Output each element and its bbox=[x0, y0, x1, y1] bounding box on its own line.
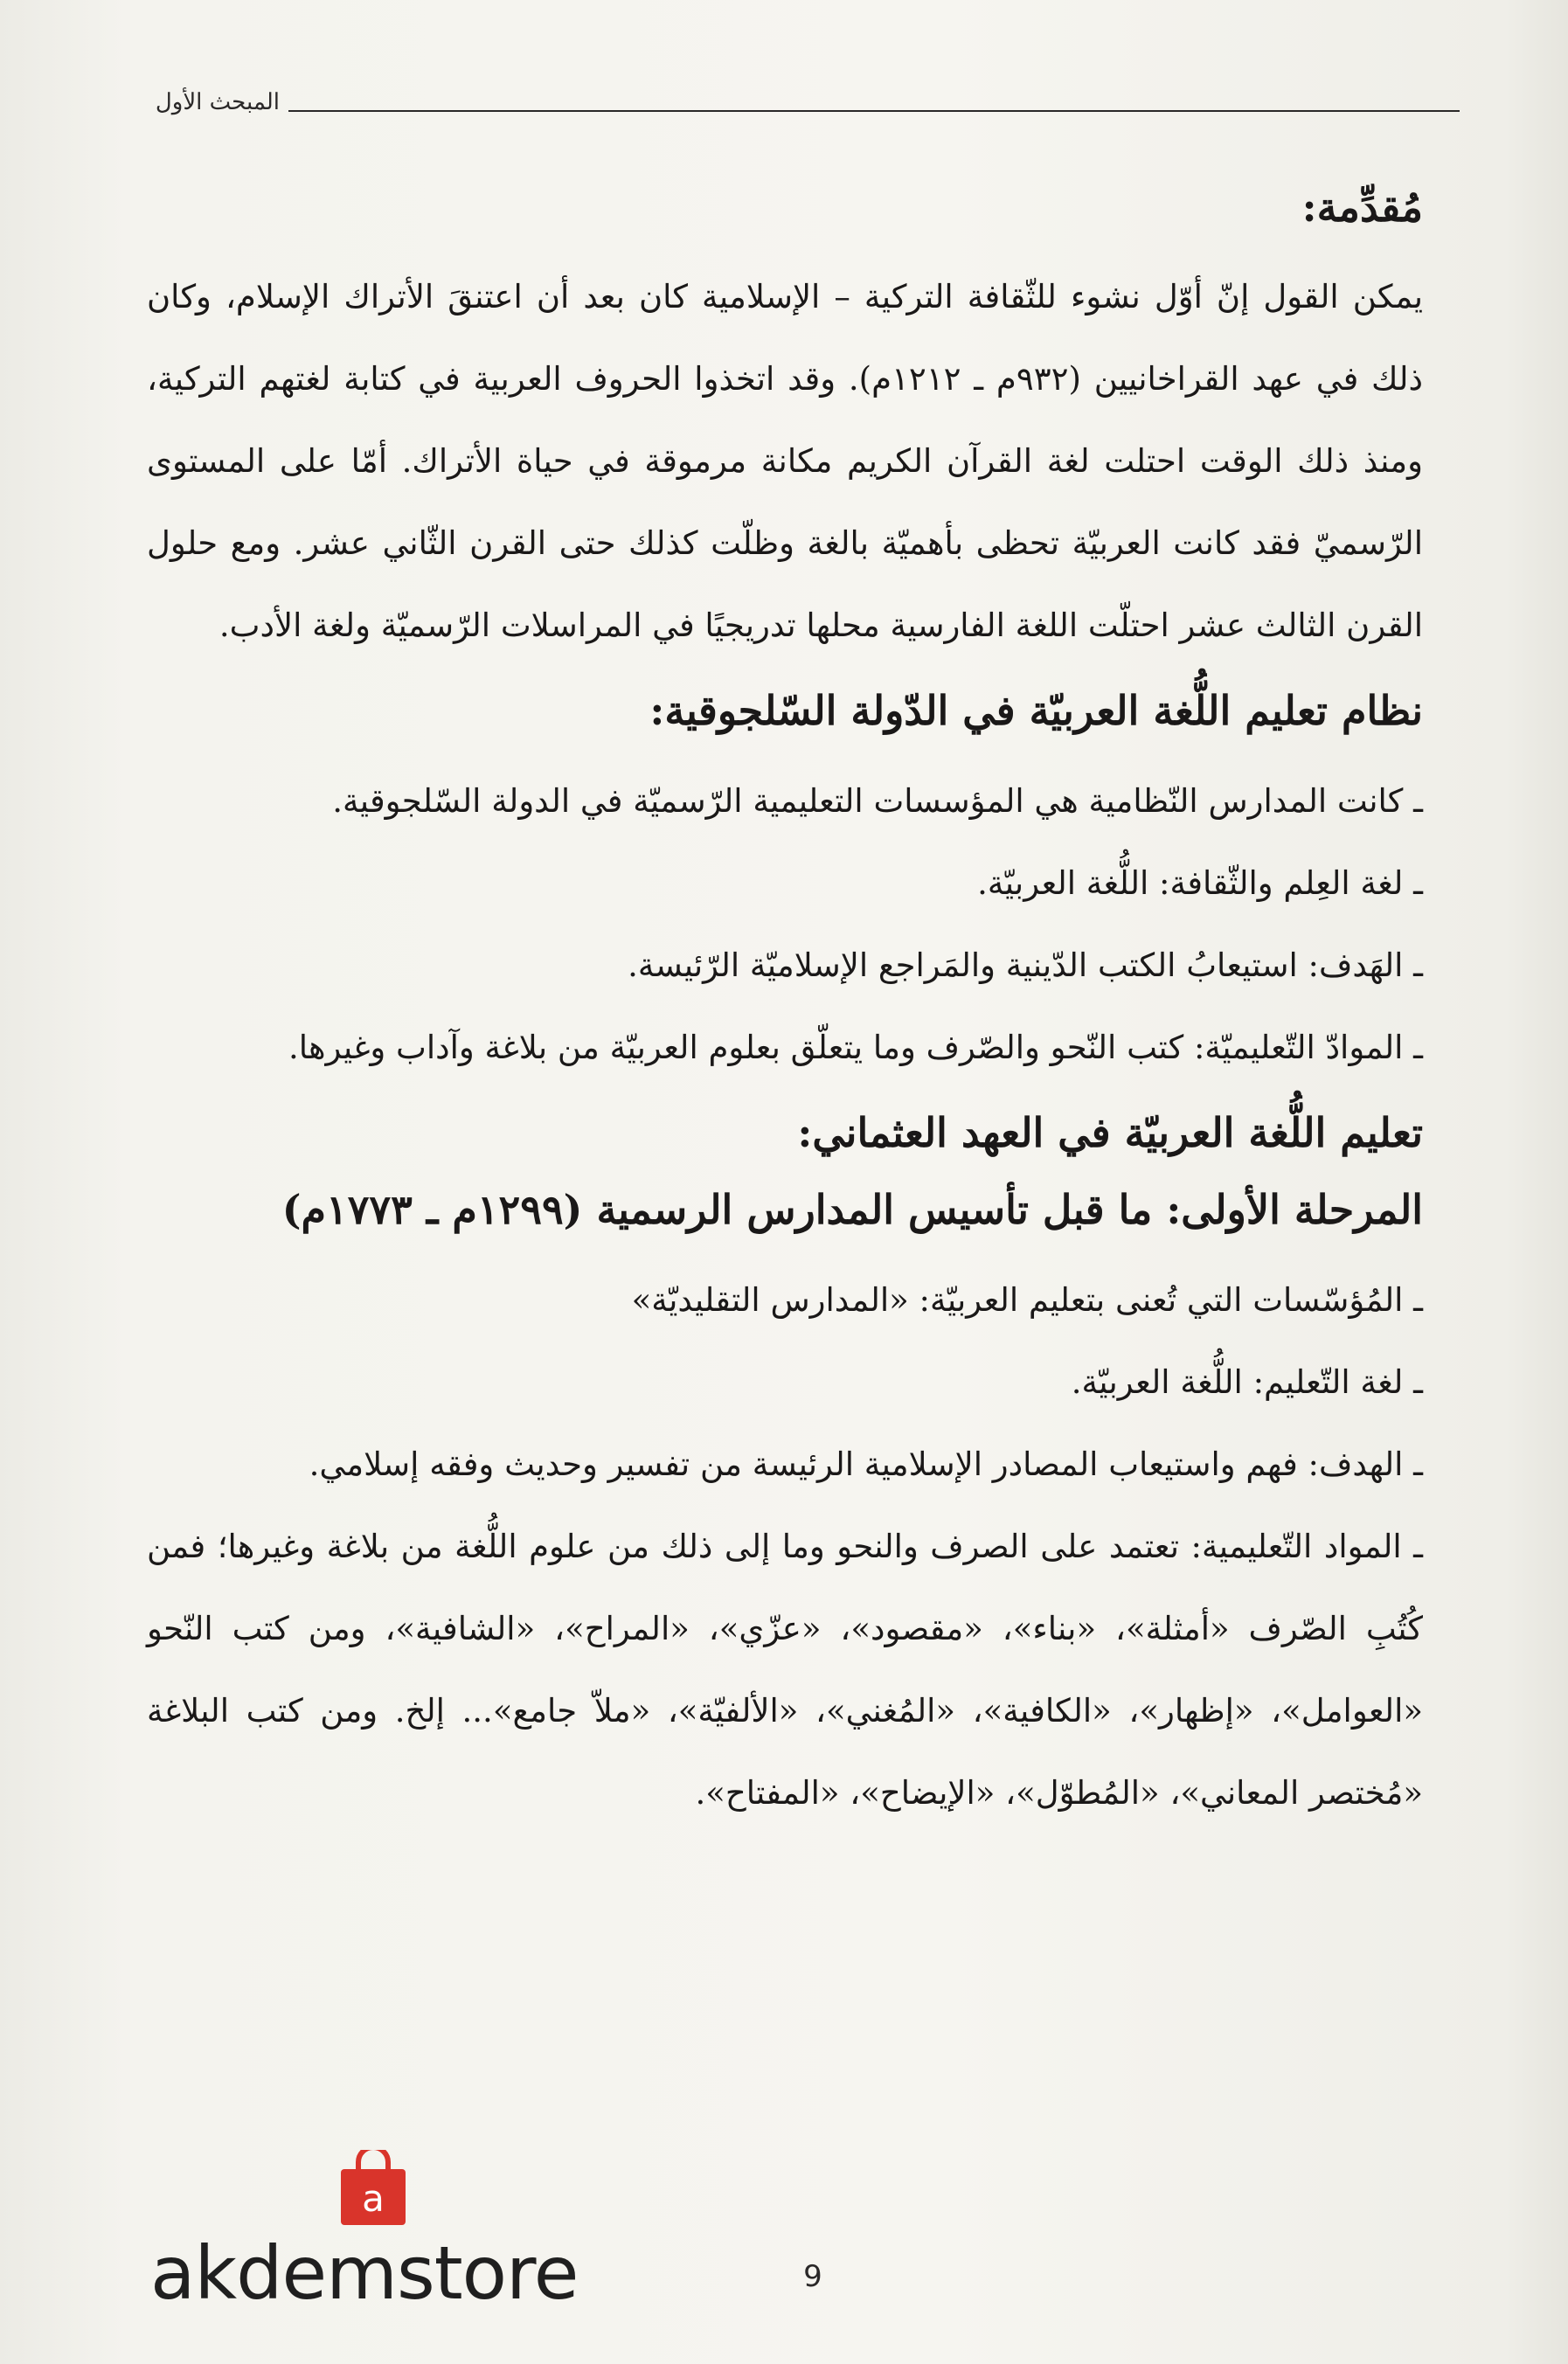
ottoman-heading: تعليم اللُّغة العربيّة في العهد العثماني: bbox=[797, 1108, 1423, 1156]
page-number: 9 bbox=[803, 2259, 822, 2294]
intro-heading: مُقدِّمة: bbox=[1301, 184, 1423, 231]
seljuk-item: ـ لغة العِلم والثّقافة: اللُّغة العربيّة. bbox=[977, 863, 1423, 902]
ottoman-item: ـ المواد التّعليمية: تعتمد على الصرف والنحو وما إلى ذلك من علوم اللُّغة من بلاغة وغيرها؛ فمن كُتُبِ الصّرف «أمثلة»، «بناء»، «مقصود»، «عزّي»، «المراح»، «الشافية»، ومن كتب النّحو «العوامل»، «إظهار»، «الكافية»، «المُغني»، «الألفيّة»، «ملاّ جامع»... إلخ. ومن كتب البلاغة «مُختصر المعاني»، «المُطوّل»، «الإيضاح»، «المفتاح». bbox=[147, 1527, 1423, 1812]
running-header bbox=[131, 86, 1460, 138]
seljuk-heading: نظام تعليم اللُّغة العربيّة في الدّولة السّلجوقية: bbox=[649, 687, 1423, 735]
seljuk-item: ـ الموادّ التّعليميّة: كتب النّحو والصّرف وما يتعلّق بعلوم العربيّة من بلاغة وآداب وغيرها. bbox=[288, 1028, 1423, 1066]
page-body bbox=[147, 179, 1423, 1834]
store-watermark bbox=[150, 2150, 640, 2325]
chapter-title: المبحث الأول bbox=[155, 89, 280, 115]
intro-paragraph: يمكن القول إنّ أوّل نشوء للثّقافة التركية – الإسلامية كان بعد أن اعتنقَ الأتراك الإسلام، وكان ذلك في عهد القراخانيين (٩٣٢م ـ ١٢١٢م). وقد اتخذوا الحروف العربية في كتابة لغتهم التركية، ومنذ ذلك الوقت احتلت لغة القرآن الكريم مكانة مرموقة في حياة الأتراك. أمّا على المستوى الرّسميّ فقد كانت العربيّة تحظى بأهميّة بالغة وظلّت كذلك حتى القرن الثّاني عشر. ومع حلول القرن الثالث عشر احتلّت اللغة الفارسية محلها تدريجيًا في المراسلات الرّسميّة ولغة الأدب. bbox=[147, 278, 1423, 645]
ottoman-subheading: المرحلة الأولى: ما قبل تأسيس المدارس الرسمية (١٢٩٩م ـ ١٧٧٣م) bbox=[281, 1186, 1423, 1234]
header-rule bbox=[288, 110, 1460, 112]
seljuk-item: ـ كانت المدارس النّظامية هي المؤسسات التعليمية الرّسميّة في الدولة السّلجوقية. bbox=[332, 781, 1423, 820]
store-logo: akdemstore bbox=[150, 2230, 579, 2316]
ottoman-item: ـ الهدف: فهم واستيعاب المصادر الإسلامية الرئيسة من تفسير وحديث وفقه إسلامي. bbox=[309, 1445, 1423, 1483]
shopping-bag-icon bbox=[334, 2150, 413, 2229]
ottoman-item: ـ المُؤسّسات التي تُعنى بتعليم العربيّة: «المدارس التقليديّة» bbox=[631, 1280, 1423, 1319]
ottoman-item: ـ لغة التّعليم: اللُّغة العربيّة. bbox=[1071, 1362, 1423, 1401]
seljuk-item: ـ الهَدف: استيعابُ الكتب الدّينية والمَراجع الإسلاميّة الرّئيسة. bbox=[628, 946, 1423, 984]
svg-text:a: a bbox=[362, 2177, 385, 2220]
